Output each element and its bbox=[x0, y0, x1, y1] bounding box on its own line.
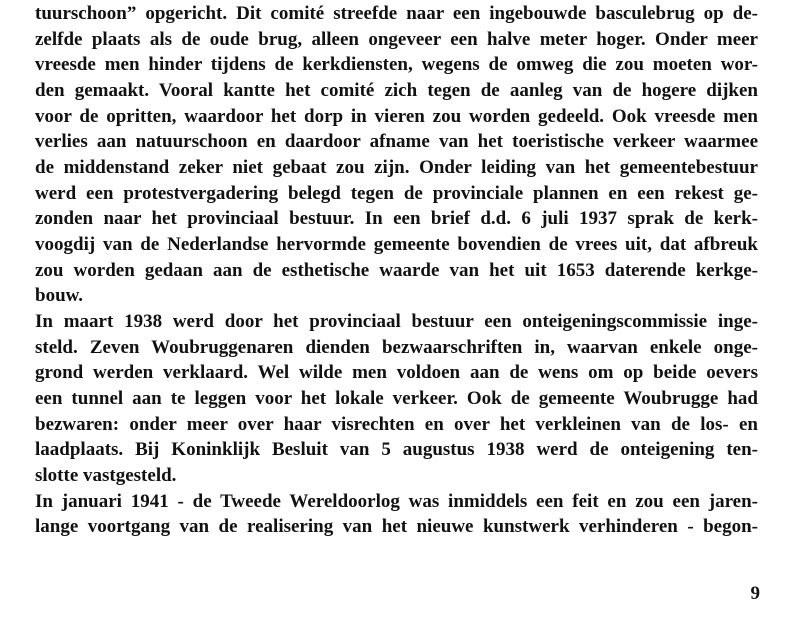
text-line: vreesde men hinder tijdens de kerkdiensten, wegens de omweg die zou moeten wor- bbox=[35, 54, 758, 75]
text-line: zou worden gedaan aan de esthetische waarde van het uit 1653 daterende kerkge- bbox=[35, 260, 758, 281]
page-number: 9 bbox=[750, 583, 760, 604]
text-line: laadplaats. Bij Koninklijk Besluit van 5 augustus 1938 werd de onteigening ten- bbox=[35, 439, 758, 460]
text-line: steld. Zeven Woubruggenaren dienden bezwaarschriften in, waarvan enkele onge- bbox=[35, 337, 758, 358]
text-line: den gemaakt. Vooral kantte het comité zich tegen de aanleg van de hogere dijken bbox=[35, 80, 758, 101]
text-line: tuurschoon” opgericht. Dit comité streefde naar een ingebouwde basculebrug op de- bbox=[35, 3, 758, 24]
text-line: de middenstand zeker niet gebaat zou zijn. Onder leiding van het gemeentebestuur bbox=[35, 157, 758, 178]
text-line: zonden naar het provinciaal bestuur. In een brief d.d. 6 juli 1937 sprak de kerk- bbox=[35, 208, 758, 229]
text-line: werd een protestvergadering belegd tegen de provinciale plannen en een rekest ge- bbox=[35, 183, 758, 204]
text-line: voogdij van de Nederlandse hervormde gemeente bovendien de vrees uit, dat afbreuk bbox=[35, 234, 758, 255]
text-line: slotte vastgesteld. bbox=[35, 465, 177, 486]
text-line: grond werden verklaard. Wel wilde men voldoen aan de wens om op beide oevers bbox=[35, 362, 758, 383]
text-line: bouw. bbox=[35, 285, 84, 306]
text-line: zelfde plaats als de oude brug, alleen ongeveer een halve meter hoger. Onder meer bbox=[35, 29, 758, 50]
text-line: bezwaren: onder meer over haar visrechten en over het verkleinen van de los- en bbox=[35, 414, 758, 435]
text-line: In januari 1941 - de Tweede Wereldoorlog was inmiddels een feit en zou een jaren- bbox=[35, 491, 758, 512]
text-line: In maart 1938 werd door het provinciaal bestuur een onteigeningscommissie inge- bbox=[35, 311, 758, 332]
text-line: lange voortgang van de realisering van het nieuwe kunstwerk verhinderen - begon- bbox=[35, 516, 758, 537]
text-line: een tunnel aan te leggen voor het lokale verkeer. Ook de gemeente Woubrugge had bbox=[35, 388, 758, 409]
text-line: voor de opritten, waardoor het dorp in vieren zou worden gedeeld. Ook vreesde men bbox=[35, 106, 758, 127]
text-line: verlies aan natuurschoon en daardoor afname van het toeristische verkeer waarmee bbox=[35, 131, 758, 152]
